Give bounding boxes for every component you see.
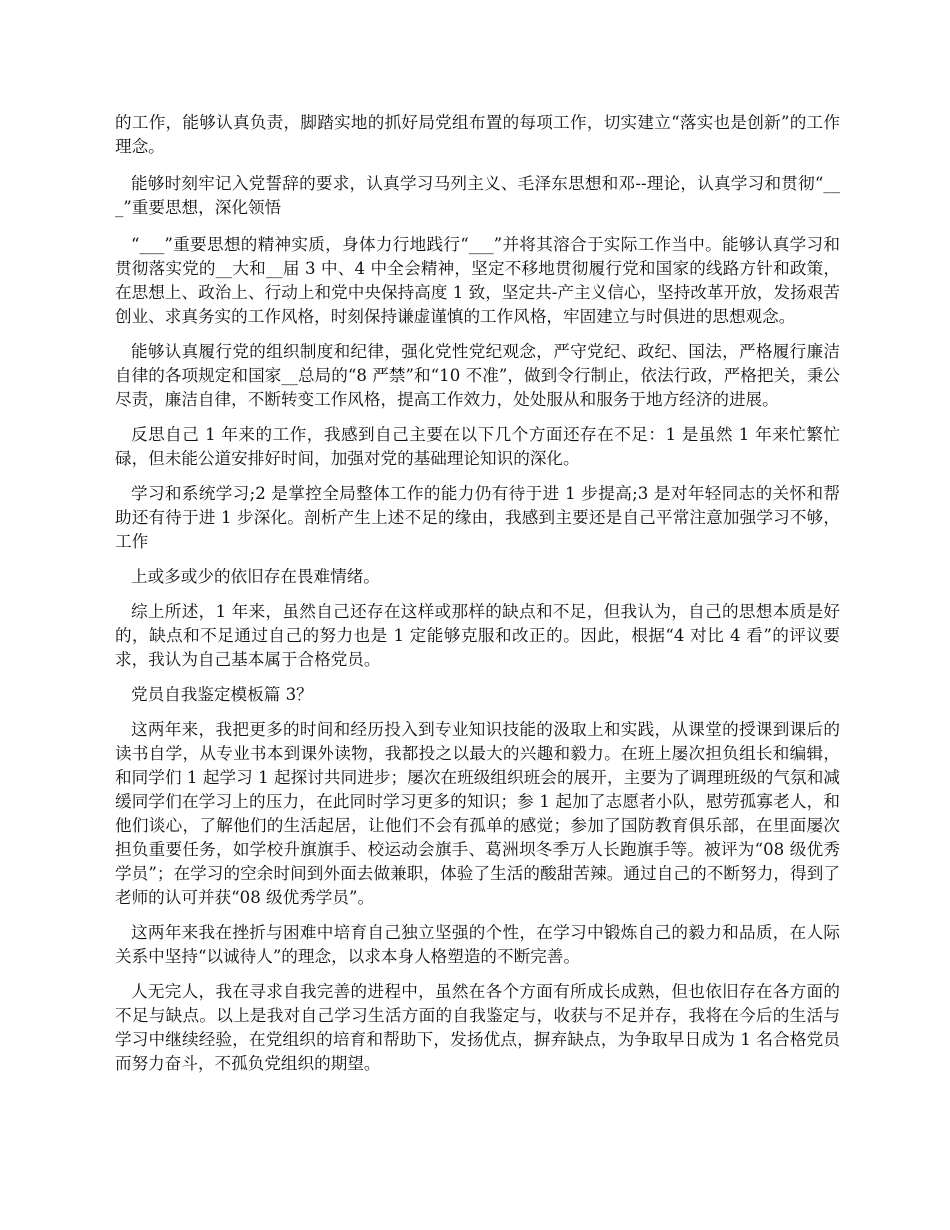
paragraph-closing: 人无完人，我在寻求自我完善的进程中，虽然在各个方面有所成长成熟，但也依旧存在各方面的不足与缺点。以上是我对自己学习生活方面的自我鉴定与，收获与不足并存，我将在今后的生活与学习中继续经验，在党组织的培育和帮助下，发扬优点，摒弃缺点，为争取早日成为 1 名合格党员而努力奋斗，不孤负党组织的期望。 [115, 982, 840, 1073]
paragraph-discipline: 能够认真履行党的组织制度和纪律，强化党性党纪观念，严守党纪、政纪、国法，严格履行廉洁自律的各项规定和国家__总局的“8 严禁”和“10 不准”，做到令行制止，依法行政，严格把关，秉公尽责，廉洁自律，不断转变工作风格，提高工作效力，处处服从和服务于地方经济的进展。 [115, 342, 840, 409]
paragraph-two-years: 这两年来，我把更多的时间和经历投入到专业知识技能的汲取上和实践，从课堂的授课到课后的读书自学，从专业书本到课外读物，我都投之以最大的兴趣和毅力。在班上屡次担负组长和编辑，和同学们 1 起学习 1 起探讨共同进步；屡次在班级组织班会的展开，主要为了调理班级的气氛和减缓同学们在学习上的压力，在此同时学习更多的知识；参 1 起加了志愿者小队，慰劳孤寡老人，和他们谈心，了解他们的生活起居，让他们不会有孤单的感觉；参加了国防教育俱乐部，在里面屡次担负重要任务，如学校升旗旗手、校运动会旗手、葛洲坝冬季万人长跑旗手等。被评为“08 级优秀学员”；在学习的空余时间到外面去做兼职，体验了生活的酸甜苦辣。通过自己的不断努力，得到了老师的认可并获“08 级优秀学员”。 [115, 720, 840, 907]
paragraph-conclusion: 综上所述，1 年来，虽然自己还存在这样或那样的缺点和不足，但我认为，自己的思想本质是好的，缺点和不足通过自己的努力也是 1 定能够克服和改正的。因此，根据“4 对比 4 看”的评议要求，我认为自己基本属于合格党员。 [115, 602, 840, 669]
document-page [115, 111, 840, 1076]
paragraph-character: 这两年来我在挫折与困难中培育自己独立坚强的个性，在学习中锻炼自己的毅力和品质，在人际关系中坚持“以诚待人”的理念，以求本身人格塑造的不断完善。 [115, 923, 840, 966]
section-heading: 党员自我鉴定模板篇 3？ [131, 685, 313, 704]
paragraph-shortcomings: 学习和系统学习;2 是掌控全局整体工作的能力仍有待于进 1 步提高;3 是对年轻同志的关怀和帮助还有待于进 1 步深化。剖析产生上述不足的缘由，我感到主要还是自己平常注意加强学习不够，工作 [115, 484, 840, 551]
paragraph-self-reflection: 反思自己 1 年来的工作，我感到自己主要在以下几个方面还存在不足：1 是虽然 1 年来忙繁忙碌，但未能公道安排好时间，加强对党的基础理论知识的深化。 [115, 425, 840, 468]
paragraph-thought-essence: “___”重要思想的精神实质，身体力行地践行“___”并将其溶合于实际工作当中。能够认真学习和贯彻落实党的__大和__届 3 中、4 中全会精神，坚定不移地贯彻履行党和国家的线路方针和政策，在思想上、政治上、行动上和党中央保持高度 1 致，坚定共-产主义信心，坚持改革开放，发扬艰苦创业、求真务实的工作风格，时刻保持谦虚谨慎的工作风格，牢固建立与时俱进的思想观念。 [115, 235, 840, 326]
paragraph-difficulty: 上或多或少的依旧存在畏难情绪。 [131, 567, 380, 586]
paragraph-work-attitude: 的工作，能够认真负责，脚踏实地的抓好局党组布置的每项工作，切实建立“落实也是创新”的工作理念。 [115, 113, 840, 156]
paragraph-oath-study: 能够时刻牢记入党誓辞的要求，认真学习马列主义、毛泽东思想和邓--理论，认真学习和贯彻“___”重要思想，深化领悟 [115, 174, 840, 217]
